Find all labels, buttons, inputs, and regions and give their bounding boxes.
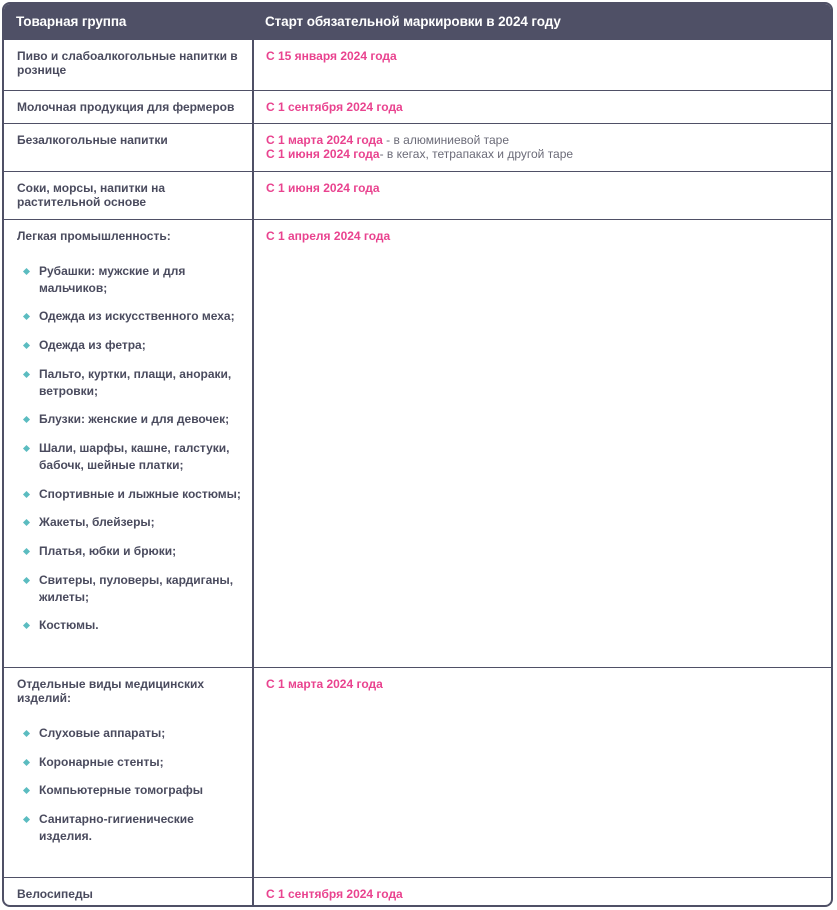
start-date-note: - в кегах, тетрапаках и другой таре [379, 147, 574, 161]
start-date: С 1 апреля 2024 года [266, 229, 391, 243]
start-date: С 1 июня 2024 года [266, 181, 380, 195]
table-row [4, 123, 831, 171]
list-item: Блузки: женские и для девочек; [21, 411, 243, 428]
start-date-cell [266, 100, 826, 114]
list-item: Одежда из искусственного меха; [21, 308, 243, 325]
header-start-date: Старт обязательной маркировки в 2024 году [265, 14, 561, 29]
list-item: Санитарно-гигиенические изделия. [21, 811, 243, 845]
table-row [4, 90, 831, 123]
product-group-cell: Пиво и слабоалкогольные напитки в рознице [17, 49, 238, 77]
list-item: Коронарные стенты; [21, 754, 243, 771]
table-row [4, 219, 831, 667]
diamond-bullet-icon [23, 759, 30, 766]
header-product-group: Товарная группа [16, 14, 127, 29]
start-date-cell [266, 229, 826, 243]
diamond-bullet-icon [23, 342, 30, 349]
start-date-cell [266, 677, 826, 691]
table-row [4, 171, 831, 219]
list-item: Шали, шарфы, кашне, галстуки, бабочк, шейные платки; [21, 440, 243, 474]
start-date-cell [266, 133, 826, 161]
diamond-bullet-icon [23, 787, 30, 794]
column-divider [252, 39, 254, 907]
product-group-cell: Велосипеды [17, 887, 93, 901]
list-item: Слуховые аппараты; [21, 725, 243, 742]
start-date-note: - в алюминиевой таре [382, 133, 510, 147]
start-date-cell [266, 887, 826, 901]
list-item: Свитеры, пуловеры, кардиганы, жилеты; [21, 572, 243, 606]
start-date-cell [266, 49, 826, 63]
diamond-bullet-icon [23, 519, 30, 526]
product-group-cell: Соки, морсы, напитки на растительной основе [17, 181, 166, 209]
diamond-bullet-icon [23, 371, 30, 378]
table-row [4, 39, 831, 90]
diamond-bullet-icon [23, 268, 30, 275]
product-group-cell: Отдельные виды медицинских изделий: [17, 677, 205, 705]
list-item: Платья, юбки и брюки; [21, 543, 243, 560]
marking-schedule-table [2, 2, 833, 907]
diamond-bullet-icon [23, 491, 30, 498]
start-date: С 1 марта 2024 года [266, 133, 383, 147]
diamond-bullet-icon [23, 548, 30, 555]
list-item: Рубашки: мужские и для мальчиков; [21, 263, 243, 297]
diamond-bullet-icon [23, 416, 30, 423]
list-item: Компьютерные томографы [21, 782, 243, 799]
table-row [4, 667, 831, 877]
start-date-cell [266, 181, 826, 195]
start-date: С 15 января 2024 года [266, 49, 397, 63]
start-date: С 1 июня 2024 года [266, 147, 380, 161]
start-date: С 1 сентября 2024 года [266, 887, 403, 901]
product-group-cell: Легкая промышленность: [17, 229, 171, 243]
list-item: Пальто, куртки, плащи, анораки, ветровки; [21, 366, 243, 400]
product-group-cell: Безалкогольные напитки [17, 133, 168, 147]
diamond-bullet-icon [23, 313, 30, 320]
list-item: Одежда из фетра; [21, 337, 243, 354]
diamond-bullet-icon [23, 445, 30, 452]
list-item: Костюмы. [21, 617, 243, 634]
start-date: С 1 сентября 2024 года [266, 100, 403, 114]
diamond-bullet-icon [23, 816, 30, 823]
list-item: Спортивные и лыжные костюмы; [21, 486, 243, 503]
diamond-bullet-icon [23, 730, 30, 737]
diamond-bullet-icon [23, 622, 30, 629]
start-date: С 1 марта 2024 года [266, 677, 383, 691]
product-group-cell: Молочная продукция для фермеров [17, 100, 235, 114]
table-header [4, 4, 831, 39]
table-row [4, 877, 831, 907]
list-item: Жакеты, блейзеры; [21, 514, 243, 531]
diamond-bullet-icon [23, 577, 30, 584]
